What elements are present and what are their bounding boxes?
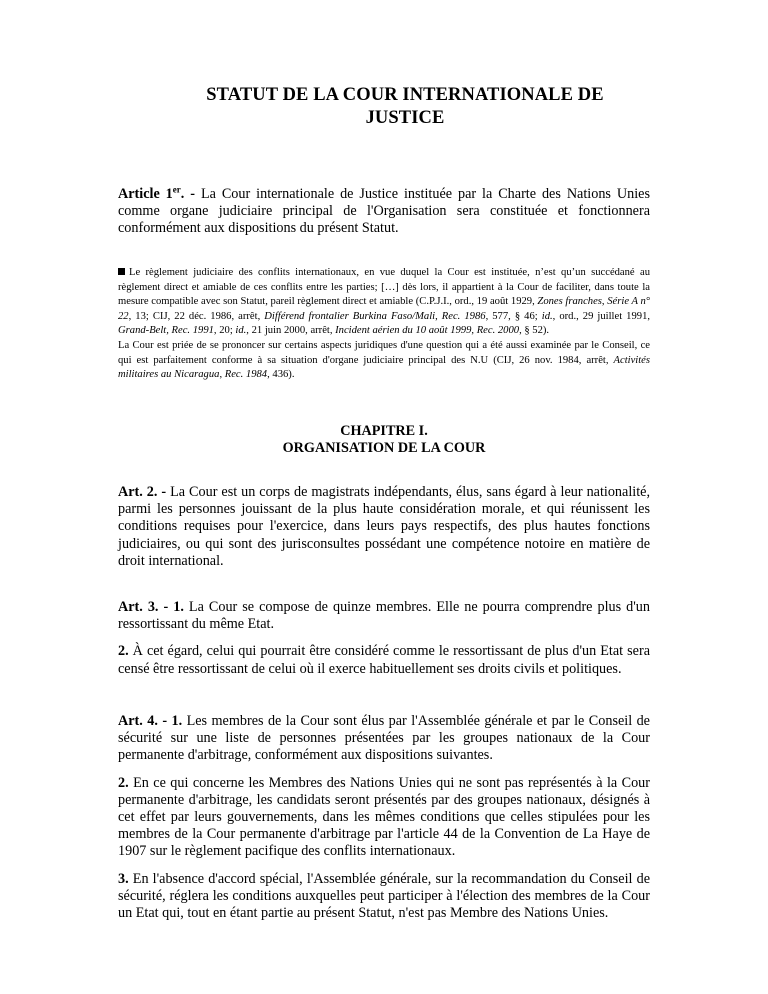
note-paragraph-2: La Cour est priée de se prononcer sur certains aspects juridiques d'une question qui a été aussi examinée par le Conseil, ce qui est parfaitement conforme à sa situation d'organe judiciaire principal des N.U (CIJ, 26 nov. 1984, arrêt, Activités militaires au Nicaragua, Rec. 1984, 436). bbox=[118, 339, 650, 381]
document-title bbox=[160, 84, 650, 130]
article-4-paragraph-2: 2. En ce qui concerne les Membres des Nations Unies qui ne sont pas représentés à la Cour permanente d'arbitrage, les candidats seront présentés par des groupes nationaux, désignés à cet effet par leurs gouvernements, dans les mêmes conditions que celles stipulées pour les membres de la Cour permanente d'arbitrage par l'article 44 de la Convention de La Haye de 1907 sur le règlement pacifique des conflits internationaux. bbox=[118, 774, 650, 860]
article-4-paragraph-1: Art. 4. - 1. Les membres de la Cour sont élus par l'Assemblée générale et par le Conseil de sécurité sur une liste de personnes présentées par les groupes nationaux de la Cour permanente d'arbitrage, conformément aux dispositions suivantes. bbox=[118, 713, 650, 764]
note-paragraph-1: Le règlement judiciaire des conflits internationaux, en vue duquel la Cour est instituée, n’est qu’un succédané au règlement direct et amiable de ces conflits entre les parties; […] dès lors, il appartient à la Cour de faciliter, dans toute la mesure compatible avec son Statut, pareil règlement direct et amiable (C.P.J.I., ord., 19 août 1929, Zones franches, Série A n° 22, 13; CIJ, 22 déc. 1986, arrêt, Différend frontalier Burkina Faso/Mali, Rec. 1986, 577, § 46; id., ord., 29 juillet 1991, Grand-Belt, Rec. 1991, 20; id., 21 juin 2000, arrêt, Incident aérien du 10 août 1999, Rec. 2000, § 52). bbox=[118, 267, 651, 337]
article-2-label: Art. 2. - bbox=[118, 484, 171, 500]
title-line-1: STATUT DE LA COUR INTERNATIONALE DE bbox=[206, 85, 604, 105]
article-1-text: La Cour internationale de Justice instituée par la Charte des Nations Unies comme organe judiciaire principal de l'Organisation sera constituée et fonctionnera conformément aux dispositions du présent Statut. bbox=[118, 186, 650, 237]
article-1 bbox=[118, 186, 650, 238]
square-bullet-icon bbox=[118, 268, 125, 275]
article-4 bbox=[118, 713, 650, 922]
article-3-paragraph-1: Art. 3. - 1. La Cour se compose de quinze membres. Elle ne pourra comprendre plus d'un ressortissant du même Etat. bbox=[118, 599, 650, 633]
title-line-2: JUSTICE bbox=[365, 108, 445, 128]
chapter-number: CHAPITRE I. bbox=[340, 423, 428, 439]
article-3-label: Art. 3. - 1. bbox=[118, 599, 184, 615]
article-2-text: La Cour est un corps de magistrats indépendants, élus, sans égard à leur nationalité, parmi les personnes jouissant de la plus haute considération morale, et qui réunissent les conditions requises pour l'exercice, dans leurs pays respectifs, des plus hautes fonctions judiciaires, ou qui sont des jurisconsultes possédant une compétence notoire en matière de droit international. bbox=[118, 484, 650, 569]
article-3-paragraph-2: 2. À cet égard, celui qui pourrait être considéré comme le ressortissant de plus d'un Etat sera censé être ressortissant de celui où il exerce habituellement ses droits civils et politiques. bbox=[118, 643, 650, 677]
article-4-label: Art. 4. - 1. bbox=[118, 713, 183, 729]
article-3 bbox=[118, 599, 650, 678]
chapter-title: ORGANISATION DE LA COUR bbox=[282, 440, 486, 457]
article-1-label: Article 1er. - bbox=[118, 184, 201, 202]
chapter-heading bbox=[118, 423, 650, 457]
article-4-paragraph-3: 3. En l'absence d'accord spécial, l'Assemblée générale, sur la recommandation du Conseil de sécurité, réglera les conditions auxquelles peut participer à l'élection des membres de la Cour un Etat qui, tout en étant partie au présent Statut, n'est pas Membre des Nations Unies. bbox=[118, 870, 650, 922]
annotation-note bbox=[118, 266, 650, 383]
article-2 bbox=[118, 484, 650, 570]
